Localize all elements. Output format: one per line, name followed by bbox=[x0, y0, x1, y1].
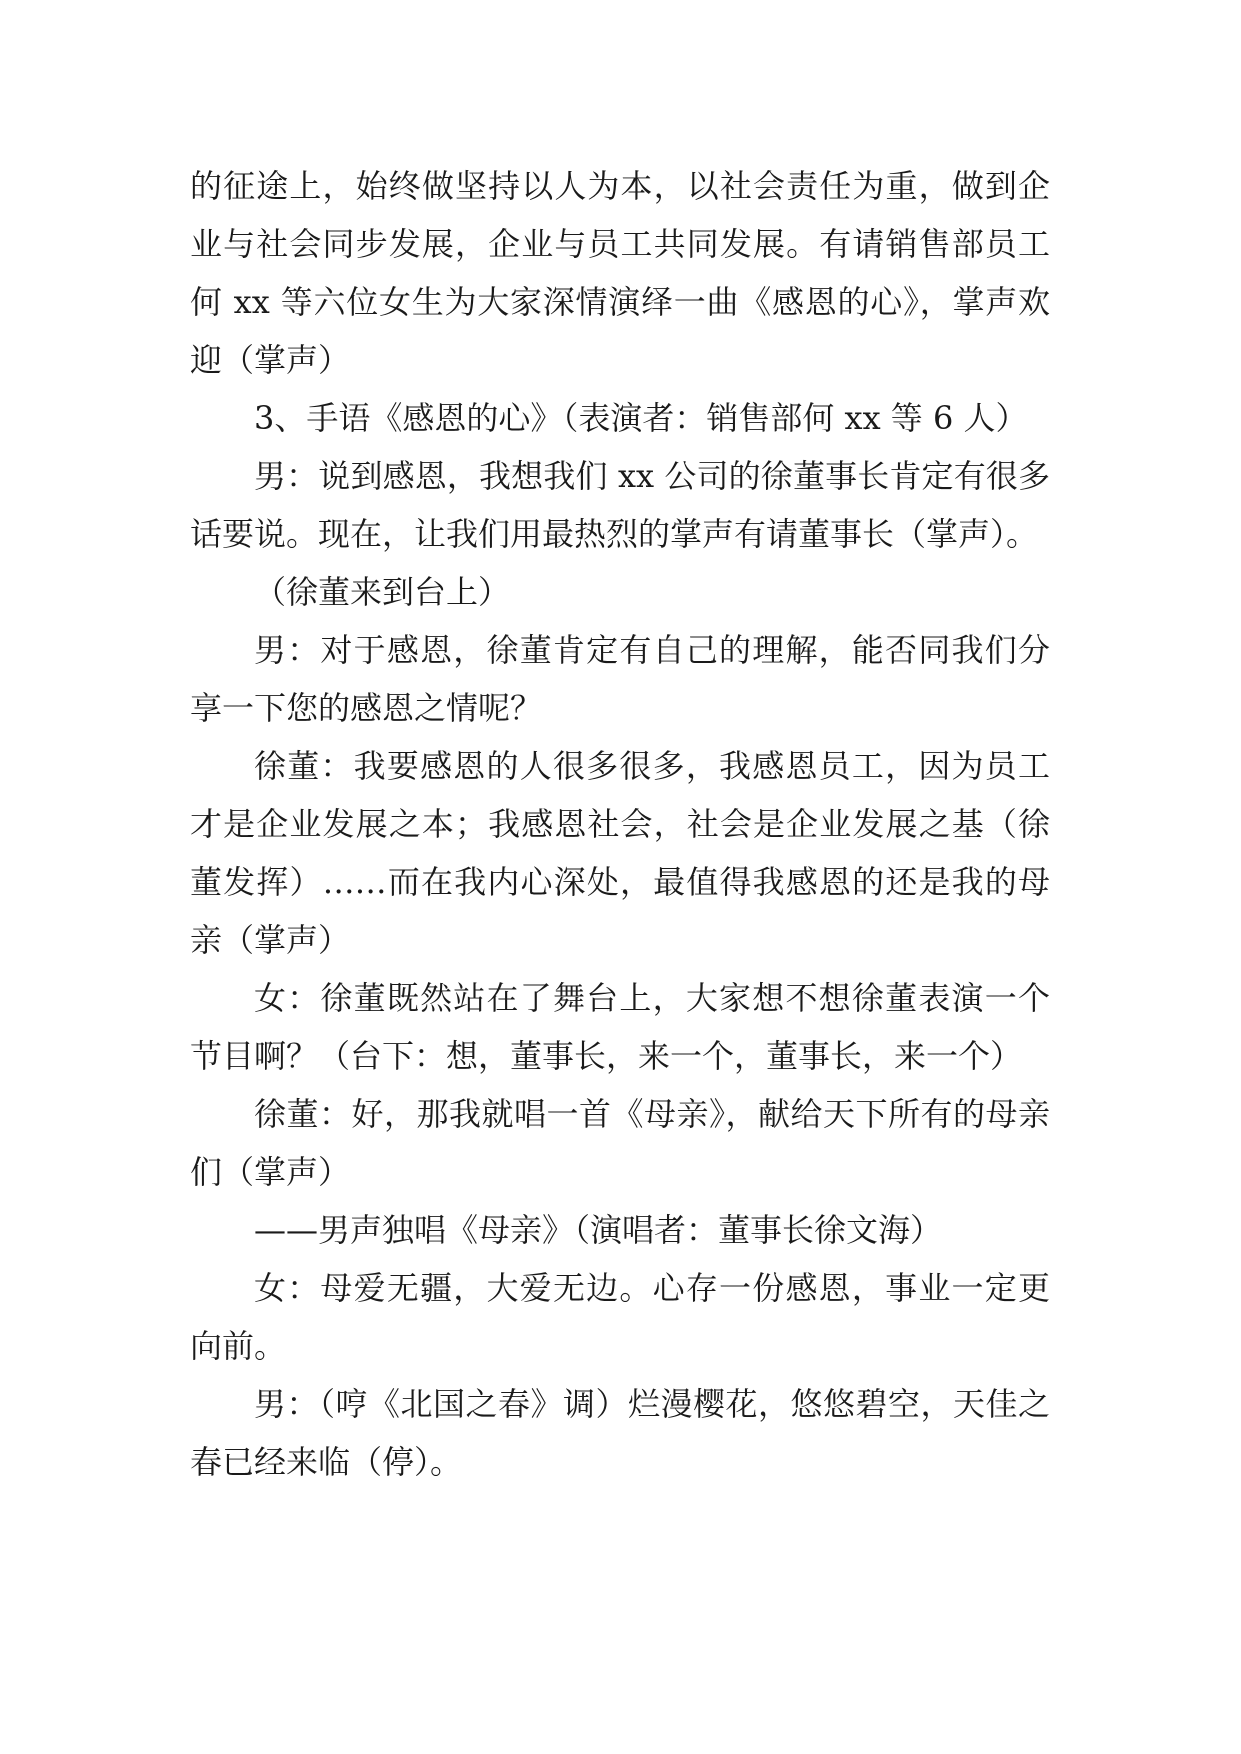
paragraph-male-host-intro-chairman: 男：说到感恩，我想我们 xx 公司的徐董事长肯定有很多话要说。现在，让我们用最热烈的掌声有请董事长（掌声）。 bbox=[190, 457, 1050, 553]
document-body bbox=[190, 157, 1050, 1491]
paragraph-continuation: 的征途上，始终做坚持以人为本，以社会责任为重，做到企业与社会同步发展，企业与员工共同发展。有请销售部员工何 xx 等六位女生为大家深情演绎一曲《感恩的心》，掌声欢迎（掌声） bbox=[190, 167, 1050, 379]
stage-direction-chairman-arrives: （徐董来到台上） bbox=[254, 573, 511, 611]
paragraph-male-host-hum: 男：（哼《北国之春》调）烂漫樱花，悠悠碧空，天佳之春已经来临（停）。 bbox=[190, 1385, 1050, 1481]
paragraph-chairman-speech: 徐董：我要感恩的人很多很多，我感恩员工，因为员工才是企业发展之本；我感恩社会，社会是企业发展之基（徐董发挥）……而在我内心深处，最值得我感恩的还是我的母亲（掌声） bbox=[190, 747, 1050, 959]
program-item-solo-song: ——男声独唱《母亲》（演唱者：董事长徐文海） bbox=[254, 1211, 943, 1249]
paragraph-chairman-song-intro: 徐董：好，那我就唱一首《母亲》，献给天下所有的母亲们（掌声） bbox=[190, 1095, 1050, 1191]
paragraph-female-host-closing: 女：母爱无疆，大爱无边。心存一份感恩，事业一定更向前。 bbox=[190, 1269, 1050, 1365]
paragraph-female-host-request: 女：徐董既然站在了舞台上，大家想不想徐董表演一个节目啊？（台下：想，董事长，来一个，董事长，来一个） bbox=[190, 979, 1050, 1075]
paragraph-male-host-question: 男：对于感恩，徐董肯定有自己的理解，能否同我们分享一下您的感恩之情呢？ bbox=[190, 631, 1050, 727]
program-item-sign-language: 3、手语《感恩的心》（表演者：销售部何 xx 等 6 人） bbox=[254, 399, 1028, 437]
